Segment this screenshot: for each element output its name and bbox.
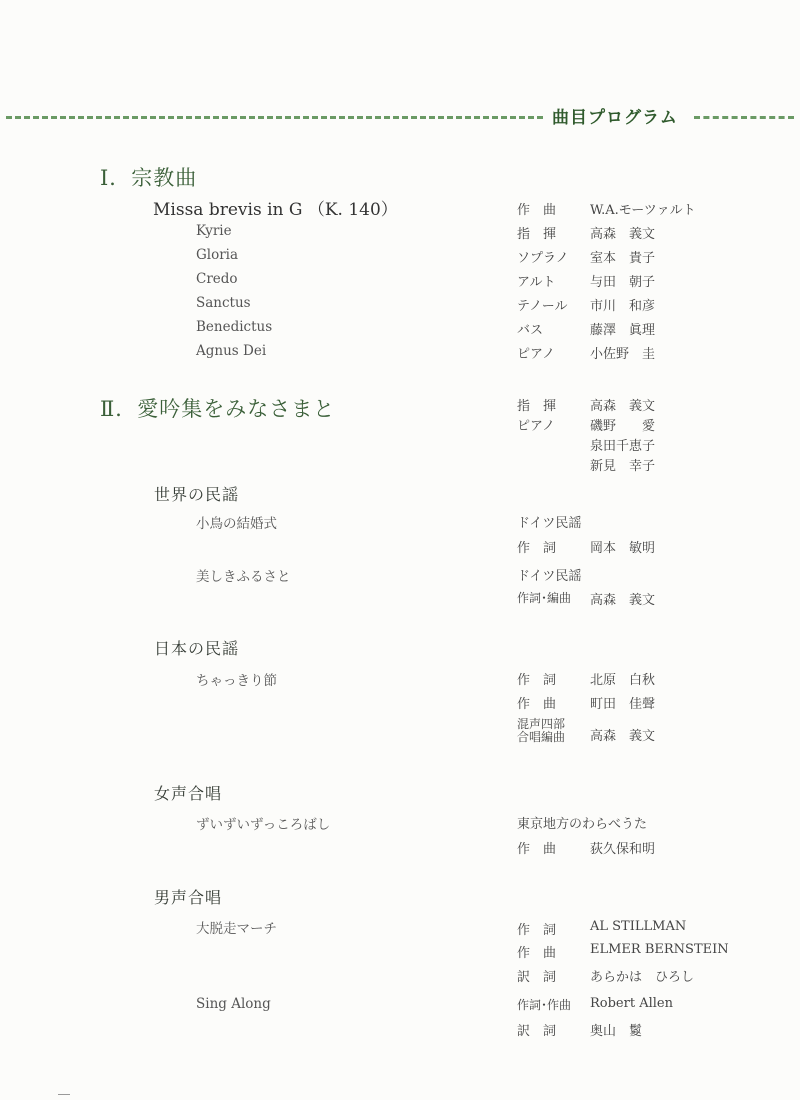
credit-name: ELMER BERNSTEIN <box>590 942 729 957</box>
group-title: 世界の民謡 <box>154 485 240 504</box>
credit-name: 荻久保和明 <box>590 842 656 857</box>
credit-role: 作 曲 <box>517 203 557 218</box>
header-rule-right <box>694 116 794 119</box>
song-title: ずいずいずっころばし <box>196 817 331 833</box>
group-title: 女声合唱 <box>154 784 223 803</box>
credit-name: 泉田千恵子 <box>590 439 656 454</box>
credit-role: テノール <box>517 299 568 314</box>
movement: Sanctus <box>196 295 251 311</box>
credit-role: 訳 詞 <box>517 970 557 985</box>
section-title: Ⅰ．宗教曲 <box>100 166 198 190</box>
song-title: 美しきふるさと <box>196 569 291 585</box>
credit-name: W.A.モーツァルト <box>590 203 696 218</box>
movement: Kyrie <box>196 223 232 239</box>
credit-name: 北原 白秋 <box>590 673 656 688</box>
credit-name: ドイツ民謡 <box>517 516 582 531</box>
credit-role: ソプラノ <box>517 251 569 266</box>
credit-name: 与田 朝子 <box>590 275 656 290</box>
song-title: 大脱走マーチ <box>196 921 277 937</box>
movement: Benedictus <box>196 319 273 335</box>
credit-role: 作 曲 <box>517 946 557 961</box>
credit-name: 磯野 愛 <box>590 419 656 434</box>
credit-name: 町田 佳聲 <box>590 697 656 712</box>
credit-name: 藤澤 眞理 <box>590 323 656 338</box>
group-title: 男声合唱 <box>154 888 223 907</box>
movement: Agnus Dei <box>196 343 267 359</box>
movement: Credo <box>196 271 238 287</box>
credit-role: アルト <box>517 275 556 290</box>
credit-role: バス <box>517 323 544 338</box>
credit-name: 高森 義文 <box>590 593 656 608</box>
page-mark <box>58 1094 70 1095</box>
credit-role: 作詞･作曲 <box>517 998 572 1012</box>
credit-name: 高森 義文 <box>590 227 656 242</box>
credit-name: 東京地方のわらべうた <box>517 817 648 832</box>
movement: Gloria <box>196 247 239 263</box>
credit-name: Robert Allen <box>590 996 673 1011</box>
page-title: 曲目プログラム <box>552 108 678 128</box>
header-rule-left <box>6 116 543 119</box>
credit-role: ピアノ <box>517 419 555 434</box>
credit-name: 市川 和彦 <box>590 299 656 314</box>
credit-role: 作 曲 <box>517 697 557 712</box>
credit-role: 作詞･編曲 <box>517 591 572 605</box>
group-title: 日本の民謡 <box>154 639 240 658</box>
credit-role: ピアノ <box>517 347 555 362</box>
credit-role: 作 詞 <box>517 923 557 938</box>
section-title: Ⅱ．愛吟集をみなさまと <box>100 397 336 421</box>
credit-role: 指 揮 <box>517 227 557 242</box>
credit-name: 新見 幸子 <box>590 459 656 474</box>
credit-name: 岡本 敏明 <box>590 541 656 556</box>
song-title: 小鳥の結婚式 <box>196 516 277 532</box>
credit-name: AL STILLMAN <box>590 919 687 934</box>
song-title: ちゃっきり節 <box>196 673 277 689</box>
credit-role: 作 詞 <box>517 673 557 688</box>
credit-name: 高森 義文 <box>590 399 656 414</box>
credit-role: 訳 詞 <box>517 1024 557 1039</box>
credit-name: 小佐野 圭 <box>590 347 656 362</box>
credit-name: 高森 義文 <box>590 729 656 744</box>
song-title: Sing Along <box>196 996 271 1012</box>
credit-role: 作 曲 <box>517 842 557 857</box>
work-title: Missa brevis in G （K. 140） <box>153 200 398 220</box>
credit-name: あらかは ひろし <box>590 970 695 985</box>
credit-name: 奥山 鬉 <box>590 1024 643 1039</box>
credit-name: ドイツ民謡 <box>517 569 582 584</box>
credit-role: 指 揮 <box>517 399 557 414</box>
credit-role: 作 詞 <box>517 541 557 556</box>
credit-name: 室本 貴子 <box>590 251 656 266</box>
credit-role: 混声四部 合唱編曲 <box>517 717 566 744</box>
